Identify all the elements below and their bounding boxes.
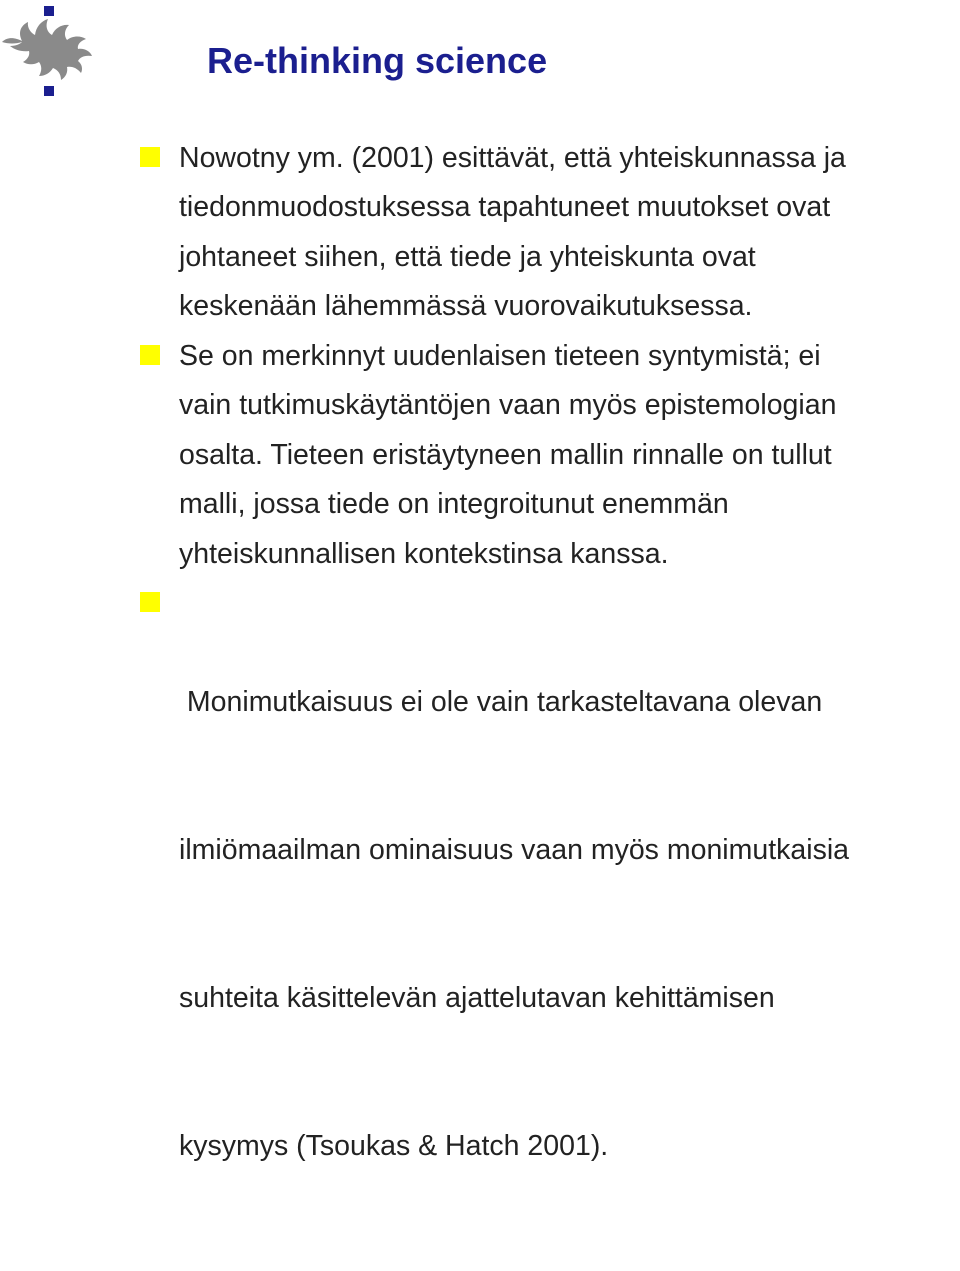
bullet-line: yhteiskunnallisen kontekstinsa kanssa. <box>179 537 669 570</box>
bullet-line: Monimutkaisuus ei ole vain tarkasteltavana olevan <box>179 685 823 718</box>
bullet-marker <box>140 592 160 612</box>
bullet-text <box>179 134 960 332</box>
bullet-marker <box>140 147 160 167</box>
slide-title: Re-thinking science <box>207 40 548 81</box>
bullet-line: Nowotny ym. (2001) esittävät, että yhteiskunnassa ja <box>179 142 846 174</box>
bullet-line: tiedonmuodostuksessa tapahtuneet muutokset ovat <box>179 191 831 224</box>
bullet-line: Se on merkinnyt uudenlaisen tieteen syntymistä; ei <box>179 340 821 372</box>
bullet-line: keskenään lähemmässä vuorovaikutuksessa. <box>179 290 753 323</box>
bullet-line: ilmiömaailman ominaisuus vaan myös monimutkaisia <box>179 834 850 867</box>
bullet-line: kysymys (Tsoukas & Hatch 2001). <box>179 1130 609 1163</box>
bullet-text <box>179 579 960 1271</box>
bullet-line: johtaneet siihen, että tiede ja yhteiskunta ovat <box>179 240 756 273</box>
bullet-text <box>179 332 960 579</box>
bullet-line: osalta. Tieteen eristäytyneen mallin rinnalle on tullut <box>179 438 832 471</box>
bullet-marker <box>140 345 160 365</box>
bullet-line: vain tutkimuskäytäntöjen vaan myös epistemologian <box>179 389 837 422</box>
bullet-line: suhteita käsittelevän ajattelutavan kehittämisen <box>179 982 775 1015</box>
bullet-line: malli, jossa tiede on integroitunut enemmän <box>179 488 729 521</box>
